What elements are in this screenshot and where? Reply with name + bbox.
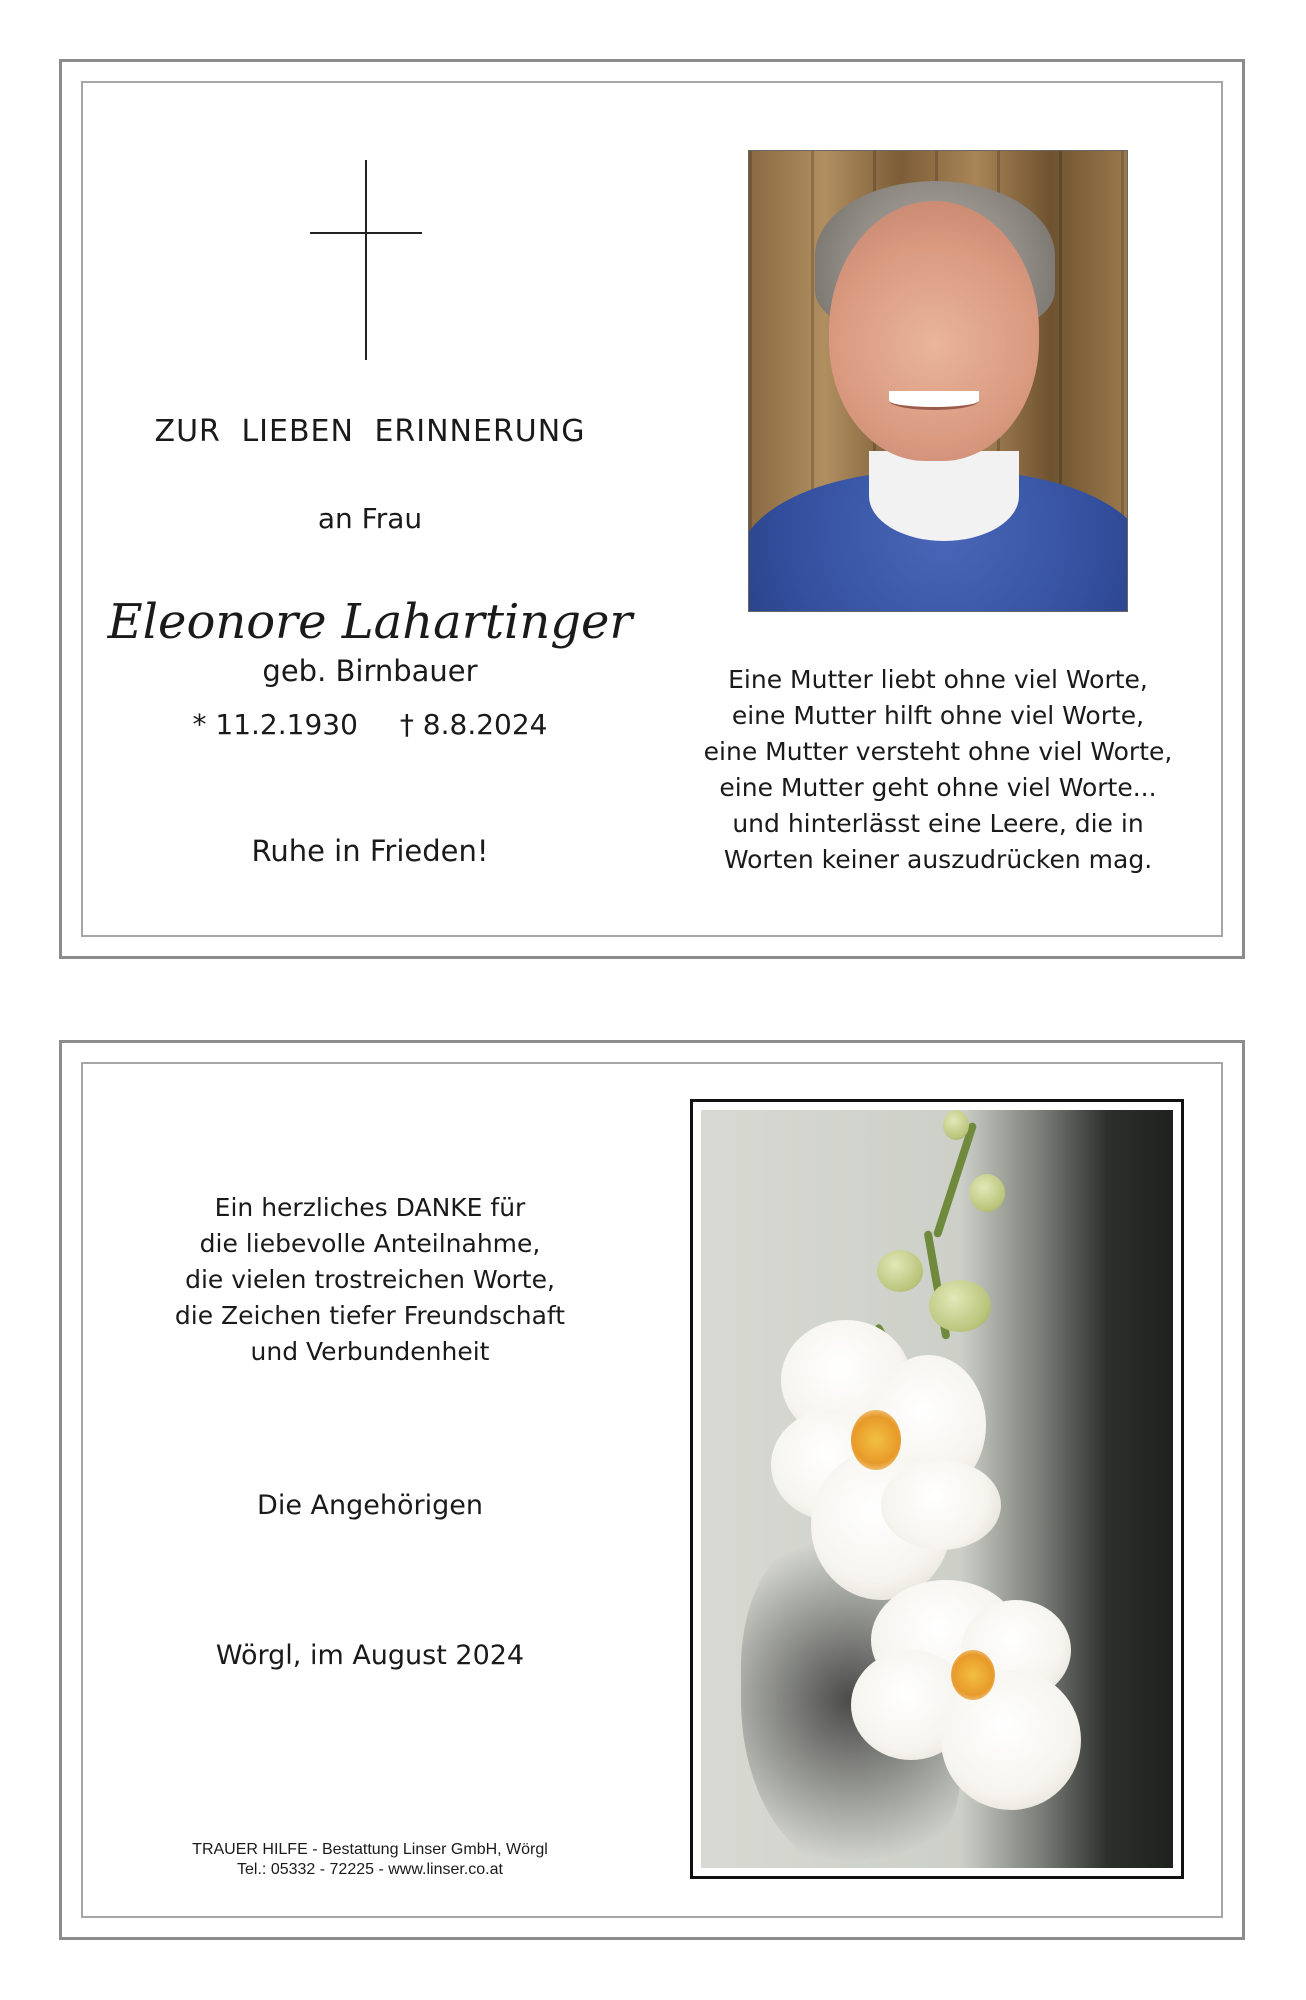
thanks-line: die Zeichen tiefer Freundschaft [174, 1301, 566, 1330]
poem-line: Worten keiner auszudrücken mag. [723, 845, 1153, 874]
poem-line: eine Mutter versteht ohne viel Worte, [703, 737, 1173, 766]
place-date: Wörgl, im August 2024 [215, 1640, 525, 1671]
thank-you-message [110, 1190, 630, 1370]
poem-line: eine Mutter geht ohne viel Worte... [719, 773, 1157, 802]
cross-icon [310, 160, 422, 360]
footer-line: Tel.: 05332 - 72225 - www.linser.co.at [237, 1861, 503, 1878]
portrait-photo [748, 150, 1128, 612]
thanks-line: die vielen trostreichen Worte, [185, 1265, 555, 1294]
orchid-photo [690, 1099, 1184, 1879]
closing-words: Ruhe in Frieden! [251, 834, 489, 868]
life-dates [110, 708, 630, 741]
salutation: an Frau [317, 502, 423, 535]
poem-line: Eine Mutter liebt ohne viel Worte, [728, 665, 1148, 694]
birth-date: * 11.2.1930 [192, 708, 358, 741]
poem [668, 662, 1208, 878]
death-date: † 8.8.2024 [399, 708, 548, 741]
deceased-name: Eleonore Lahartinger [107, 594, 633, 650]
birth-name: geb. Birnbauer [262, 654, 478, 688]
footer-line: TRAUER HILFE - Bestattung Linser GmbH, Wörgl [192, 1841, 548, 1858]
poem-line: eine Mutter hilft ohne viel Worte, [731, 701, 1145, 730]
thanks-line: die liebevolle Anteilnahme, [199, 1229, 541, 1258]
thanks-line: und Verbundenheit [250, 1337, 490, 1366]
poem-line: und hinterlässt eine Leere, die in [732, 809, 1144, 838]
memorial-heading: ZUR LIEBEN ERINNERUNG [154, 414, 586, 449]
funeral-home-footer [110, 1840, 630, 1880]
signed-by: Die Angehörigen [257, 1490, 483, 1521]
thanks-line: Ein herzliches DANKE für [214, 1193, 526, 1222]
